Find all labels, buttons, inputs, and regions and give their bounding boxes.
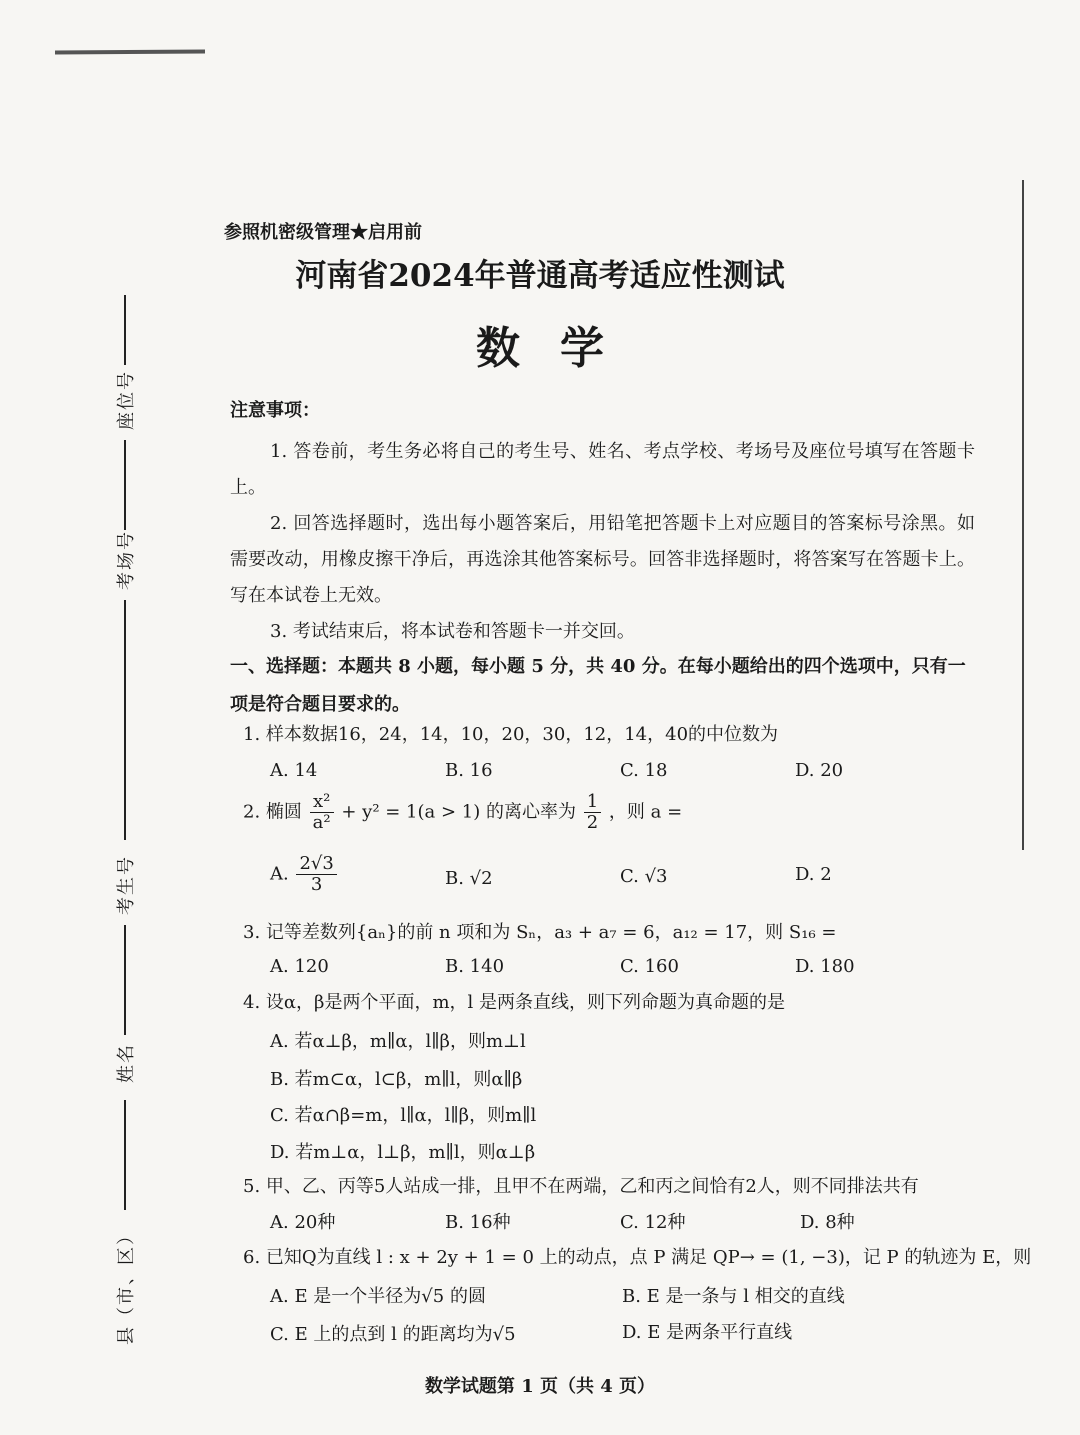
notice-item: 3. 考试结束后，将本试卷和答题卡一并交回。 [270,621,635,642]
option-a: A. E 是一个半径为√5 的圆 [270,1286,486,1307]
notice-title: 注意事项： [230,400,320,421]
name-label: 姓名 [116,1043,137,1083]
fraction-denominator: 3 [310,874,323,895]
county-label: 县（市、区） [116,1225,137,1345]
fraction-option-a [296,854,336,895]
option-a: A. 若α⊥β，m∥α，l∥β，则m⊥l [270,1031,526,1052]
option-c: C. 12种 [620,1212,686,1233]
exam-room-label: 考场号 [116,530,137,590]
option-d: D. 180 [795,956,855,977]
option-a: A. 20种 [270,1212,336,1233]
option-c: C. 若α∩β=m，l∥α，l∥β，则m∥l [270,1105,537,1126]
name-line [124,1100,126,1210]
option-a: A. 120 [270,956,329,977]
option-b: B. √2 [445,868,493,889]
equation-rest: + y² = 1(a > 1) [341,801,481,823]
candidate-number-label: 考生号 [116,855,137,915]
option-c: C. E 上的点到 l 的距离均为√5 [270,1324,516,1345]
option-b: B. 若m⊂α，l⊂β，m∥l，则α∥β [270,1069,523,1090]
notice-block [230,396,975,650]
option-label: A. [270,863,289,885]
fraction-x-over-a [310,792,334,833]
fraction-numerator: x² [310,792,334,813]
option-b: B. 140 [445,956,505,977]
option-c: C. 160 [620,956,679,977]
question-number: 2. [243,801,261,823]
question-4-stem: 4. 设α，β是两个平面，m，l 是两条直线，则下列命题为真命题的是 [243,992,786,1013]
question-2-suffix: ，则 a = [608,801,683,823]
candidate-info-strip [100,295,150,1355]
question-5-stem: 5. 甲、乙、丙等5人站成一排，且甲不在两端，乙和丙之间恰有2人，则不同排法共有 [243,1176,919,1197]
candidate-number-line [124,925,126,1035]
fraction-denominator: 2 [586,812,599,833]
option-d: D. E 是两条平行直线 [622,1322,793,1343]
page-footer: 数学试题第 1 页（共 4 页） [424,1376,656,1397]
exam-room-line [124,600,126,840]
fraction-one-half [584,792,601,833]
seat-number-line [124,440,126,530]
option-a [270,854,339,895]
question-3-stem: 3. 记等差数列{aₙ}的前 n 项和为 Sₙ，a₃ + a₇ = 6，a₁₂ = 17，则 S₁₆ = [243,922,837,943]
option-b: B. E 是一条与 l 相交的直线 [622,1286,845,1307]
confidential-note: 参照机密级管理★启用前 [224,222,422,243]
option-c: C. √3 [620,866,668,887]
option-d: D. 8种 [800,1212,855,1233]
fraction-numerator: 1 [584,792,601,813]
option-b: B. 16 [445,760,493,781]
notice-item: 1. 答卷前，考生务必将自己的考生号、姓名、考点学校、考场号及座位号填写在答题卡上。 [230,441,975,498]
question-2-middle: 的离心率为 [486,801,576,823]
question-2-prefix: 椭圆 [265,801,302,823]
question-2-stem [243,792,682,833]
scan-mark [55,49,205,54]
seat-number-label: 座位号 [116,370,137,430]
option-d: D. 20 [795,760,844,781]
fraction-denominator: a² [312,812,331,833]
question-6-stem: 6. 已知Q为直线 l : x + 2y + 1 = 0 上的动点，点 P 满足 QP→ = (1, −3)，记 P 的轨迹为 E，则 [243,1247,1032,1268]
option-d: D. 2 [795,864,832,885]
option-a: A. 14 [270,760,318,781]
option-c: C. 18 [620,760,668,781]
section-heading: 一、选择题：本题共 8 小题，每小题 5 分，共 40 分。在每小题给出的四个选项中，只有一项是符合题目要求的。 [230,656,966,715]
notice-item: 2. 回答选择题时，选出每小题答案后，用铅笔把答题卡上对应题目的答案标号涂黑。如需要改动，用橡皮擦干净后，再选涂其他答案标号。回答非选择题时，将答案写在答题卡上。写在本试卷上无效。 [230,513,975,606]
subject-title: 数学 [476,323,644,374]
fraction-numerator: 2√3 [296,854,336,875]
question-1-stem: 1. 样本数据16，24，14，10，20，30，12，14，40的中位数为 [243,724,779,745]
option-d: D. 若m⊥α，l⊥β，m∥l，则α⊥β [270,1142,536,1163]
option-b: B. 16种 [445,1212,511,1233]
exam-title: 河南省2024年普通高考适应性测试 [295,258,785,294]
